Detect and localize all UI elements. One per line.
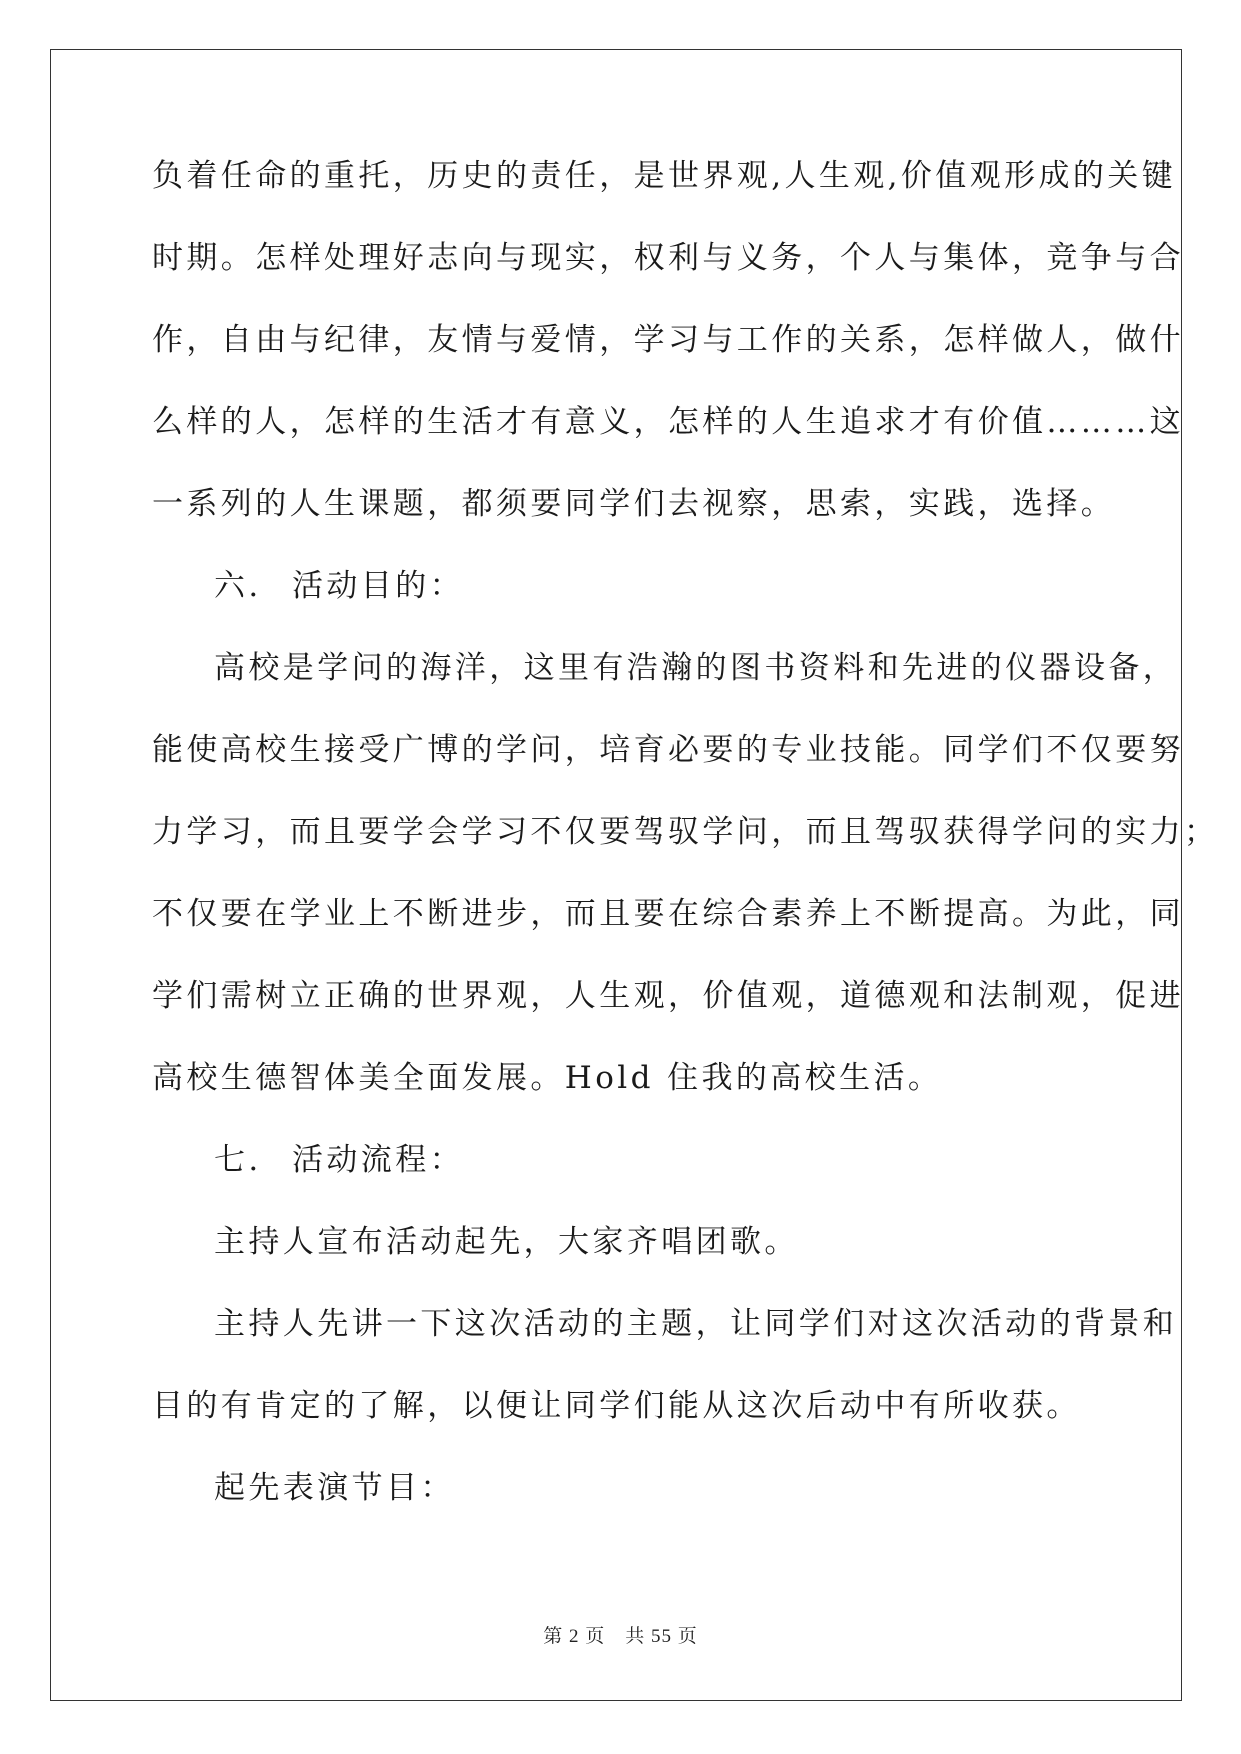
paragraph-line: 目的有肯定的了解，以便让同学们能从这次后动中有所收获。	[152, 1388, 1081, 1424]
paragraph-line: 不仅要在学业上不断进步，而且要在综合素养上不断提高。为此，同	[152, 896, 1184, 932]
section-title: 活动目的：	[292, 568, 464, 604]
paragraph-line: 时期。怎样处理好志向与现实，权利与义务，个人与集体，竞争与合	[152, 240, 1184, 276]
page-footer	[0, 1621, 1241, 1648]
section-heading-7	[152, 1142, 1084, 1224]
paragraph-line: 么样的人，怎样的生活才有意义，怎样的人生追求才有价值………这	[152, 404, 1184, 440]
paragraph-line: 一系列的人生课题，都须要同学们去视察，思索，实践，选择。	[152, 486, 1116, 522]
paragraph-line: 主持人先讲一下这次活动的主题，让同学们对这次活动的背景和	[214, 1306, 1178, 1342]
paragraph-line: 能使高校生接受广博的学问，培育必要的专业技能。同学们不仅要努	[152, 732, 1184, 768]
paragraph-line: 高校生德智体美全面发展。Hold 住我的高校生活。	[152, 1060, 943, 1096]
section-number: 七.	[214, 1142, 262, 1178]
page-number: 第 2 页	[543, 1626, 606, 1647]
paragraph-line: 主持人宣布活动起先，大家齐唱团歌。	[214, 1224, 799, 1260]
paragraph-line: 作，自由与纪律，友情与爱情，学习与工作的关系，怎样做人，做什	[152, 322, 1184, 358]
section-title: 活动流程：	[292, 1142, 464, 1178]
section-number: 六.	[214, 568, 262, 604]
section-heading-6	[152, 568, 1084, 650]
paragraph-line: 高校是学问的海洋，这里有浩瀚的图书资料和先进的仪器设备，	[214, 650, 1178, 686]
paragraph-line: 学们需树立正确的世界观，人生观，价值观，道德观和法制观，促进	[152, 978, 1184, 1014]
page-total: 共 55 页	[625, 1626, 698, 1647]
paragraph-line: 力学习，而且要学会学习不仅要驾驭学问，而且驾驭获得学问的实力；	[152, 814, 1219, 850]
document-body	[152, 158, 1219, 1552]
paragraph-line: 负着任命的重托，历史的责任，是世界观,人生观,价值观形成的关键	[152, 158, 1177, 194]
paragraph-line: 起先表演节目：	[214, 1470, 455, 1506]
